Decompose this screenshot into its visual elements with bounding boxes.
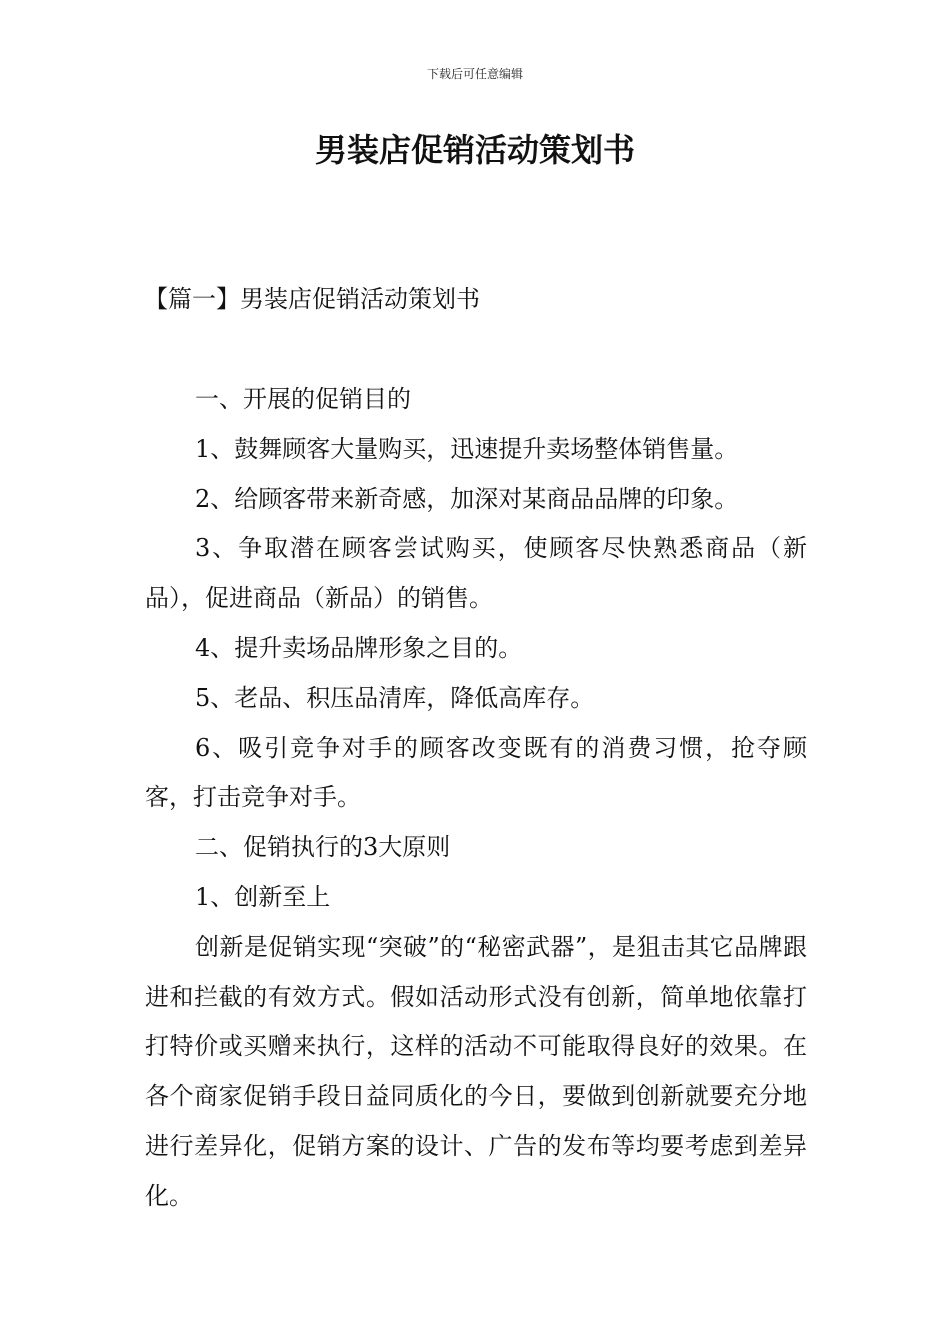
- paragraph-purpose-heading: 一、开展的促销目的: [195, 385, 411, 413]
- paragraph-purpose-4: 4、提升卖场品牌形象之目的。: [195, 633, 523, 662]
- document-title: 男装店促销活动策划书: [314, 131, 635, 169]
- paragraph-principle-1-body: 创新是促销实现“突破”的“秘密武器”，是狙击其它品牌跟进和拦截的有效方式。假如活动形式没有创新，简单地依靠打打特价或买赠来执行，这样的活动不可能取得良好的效果。在各个商家促销手段日益同质化的今日，要做到创新就要充分地进行差异化，促销方案的设计、广告的发布等均要考虑到差异化。: [145, 932, 807, 1210]
- paragraph-purpose-5: 5、老品、积压品清库，降低高库存。: [195, 683, 595, 712]
- paragraph-purpose-1: 1、鼓舞顾客大量购买，迅速提升卖场整体销售量。: [195, 434, 739, 463]
- header-note: 下载后可任意编辑: [426, 67, 523, 81]
- paragraph-principles-heading: 二、促销执行的3大原则: [195, 833, 451, 862]
- document-body: [145, 375, 807, 1222]
- paragraph-purpose-6: 6、吸引竞争对手的顾客改变既有的消费习惯，抢夺顾客，打击竞争对手。: [145, 733, 807, 812]
- paragraph-purpose-3: 3、争取潜在顾客尝试购买，使顾客尽快熟悉商品（新品），促进商品（新品）的销售。: [145, 534, 807, 613]
- paragraph-purpose-2: 2、给顾客带来新奇感，加深对某商品品牌的印象。: [195, 484, 739, 513]
- section-heading: 【篇一】男装店促销活动策划书: [144, 285, 480, 313]
- paragraph-principle-1-title: 1、创新至上: [195, 882, 331, 911]
